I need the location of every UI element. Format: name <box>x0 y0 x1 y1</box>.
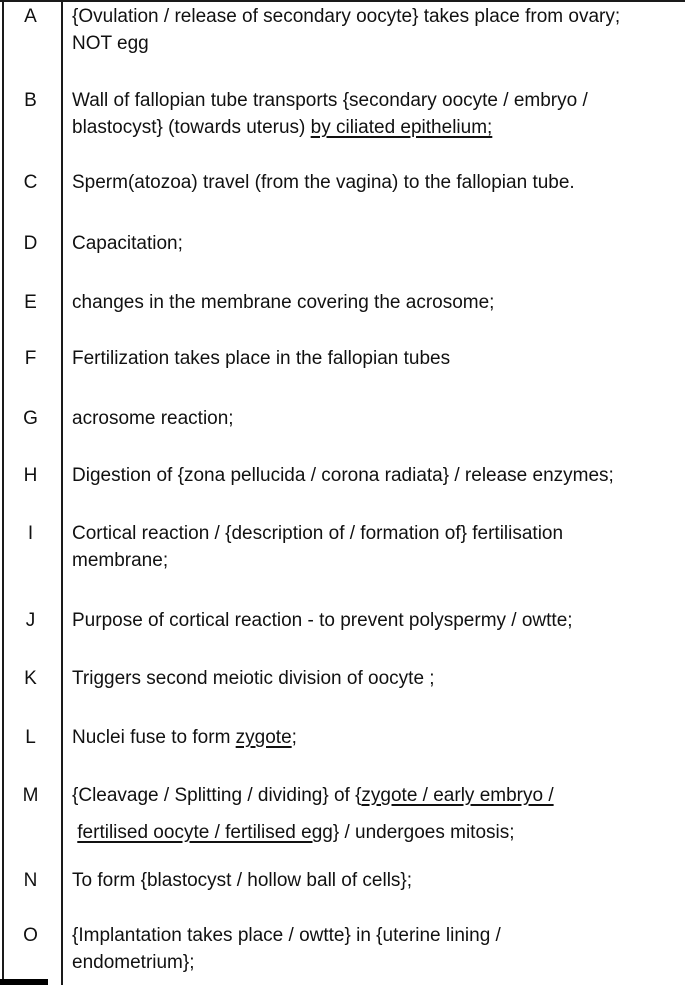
text-segment: Capacitation; <box>72 233 183 254</box>
row-text <box>61 922 685 976</box>
table-row <box>0 782 685 846</box>
text-segment: {Implantation takes place / owtte} in {uterine lining / <box>72 925 501 946</box>
row-label: A <box>24 6 37 27</box>
table-row <box>0 724 685 751</box>
text-segment: endometrium}; <box>72 952 195 973</box>
row-text <box>61 607 685 634</box>
row-label: M <box>22 785 39 806</box>
row-label: F <box>24 348 37 369</box>
text-line <box>72 520 685 547</box>
text-segment: Nuclei fuse to form <box>72 727 236 748</box>
text-line <box>72 665 685 692</box>
text-segment: Cortical reaction / {description of / formation of} fertilisation <box>72 523 564 544</box>
row-text <box>61 230 685 257</box>
row-label: E <box>24 292 37 313</box>
row-label: G <box>23 408 38 429</box>
text-line <box>72 87 685 114</box>
text-line <box>72 819 685 846</box>
row-label: H <box>23 465 38 486</box>
text-segment: {Cleavage / Splitting / dividing} of { <box>72 785 362 806</box>
text-line <box>72 782 685 809</box>
text-line <box>72 922 685 949</box>
text-segment: membrane; <box>72 550 169 571</box>
text-segment: Purpose of cortical reaction - to prevent polyspermy / owtte; <box>72 610 573 631</box>
text-line <box>72 547 685 574</box>
table-bottom-rule-fragment <box>0 979 48 985</box>
text-segment: ; <box>291 727 297 748</box>
text-segment: To form {blastocyst / hollow ball of cells}; <box>72 870 413 891</box>
table-row <box>0 607 685 634</box>
table-row <box>0 665 685 692</box>
table-row <box>0 922 685 976</box>
text-segment: NOT egg <box>72 33 149 54</box>
text-segment: Digestion of {zona pellucida / corona radiata} / release enzymes; <box>72 465 614 486</box>
row-label: J <box>25 610 36 631</box>
table-row <box>0 87 685 141</box>
text-segment: Fertilization takes place in the fallopian tubes <box>72 348 451 369</box>
text-segment: Sperm(atozoa) travel (from the vagina) to the fallopian tube. <box>72 172 575 193</box>
row-text <box>61 405 685 432</box>
text-line <box>72 462 685 489</box>
underlined-text-segment: fertilised oocyte / fertilised egg <box>77 822 333 843</box>
text-segment: {Ovulation / release of secondary oocyte} takes place from ovary; <box>72 6 621 27</box>
table-row <box>0 867 685 894</box>
row-text <box>61 87 685 141</box>
text-line <box>72 289 685 316</box>
text-segment: Wall of fallopian tube transports {secondary oocyte / embryo / <box>72 90 588 111</box>
table-row <box>0 289 685 316</box>
row-label: N <box>23 870 38 891</box>
text-line <box>72 3 685 30</box>
table-row <box>0 169 685 196</box>
text-line <box>72 607 685 634</box>
text-segment: Triggers second meiotic division of oocyte ; <box>72 668 435 689</box>
row-label: C <box>23 172 38 193</box>
row-label: O <box>23 925 38 946</box>
row-text <box>61 867 685 894</box>
text-line <box>72 724 685 751</box>
text-line <box>72 230 685 257</box>
text-segment: } / undergoes mitosis; <box>332 822 515 843</box>
row-text <box>61 724 685 751</box>
row-label: K <box>24 668 37 689</box>
row-text <box>61 3 685 57</box>
text-line <box>72 949 685 976</box>
row-text <box>61 169 685 196</box>
underlined-text-segment: zygote / early embryo / <box>361 785 554 806</box>
row-label: D <box>23 233 38 254</box>
text-segment: blastocyst} (towards uterus) <box>72 117 311 138</box>
text-line <box>72 345 685 372</box>
table-row <box>0 405 685 432</box>
table-row <box>0 345 685 372</box>
table-row <box>0 462 685 489</box>
row-label: L <box>25 727 36 748</box>
text-segment: changes in the membrane covering the acrosome; <box>72 292 495 313</box>
underlined-text-segment: by ciliated epithelium; <box>310 117 493 138</box>
text-line <box>72 405 685 432</box>
row-text <box>61 345 685 372</box>
table-row <box>0 3 685 57</box>
row-text <box>61 665 685 692</box>
row-text <box>61 462 685 489</box>
table-row <box>0 230 685 257</box>
text-line <box>72 114 685 141</box>
text-line <box>72 30 685 57</box>
text-line <box>72 867 685 894</box>
row-label: B <box>24 90 37 111</box>
row-label: I <box>27 523 34 544</box>
table-row <box>0 520 685 574</box>
underlined-text-segment: zygote <box>235 727 292 748</box>
row-text <box>61 520 685 574</box>
text-line <box>72 169 685 196</box>
row-text <box>61 782 685 846</box>
text-segment: acrosome reaction; <box>72 408 234 429</box>
row-text <box>61 289 685 316</box>
